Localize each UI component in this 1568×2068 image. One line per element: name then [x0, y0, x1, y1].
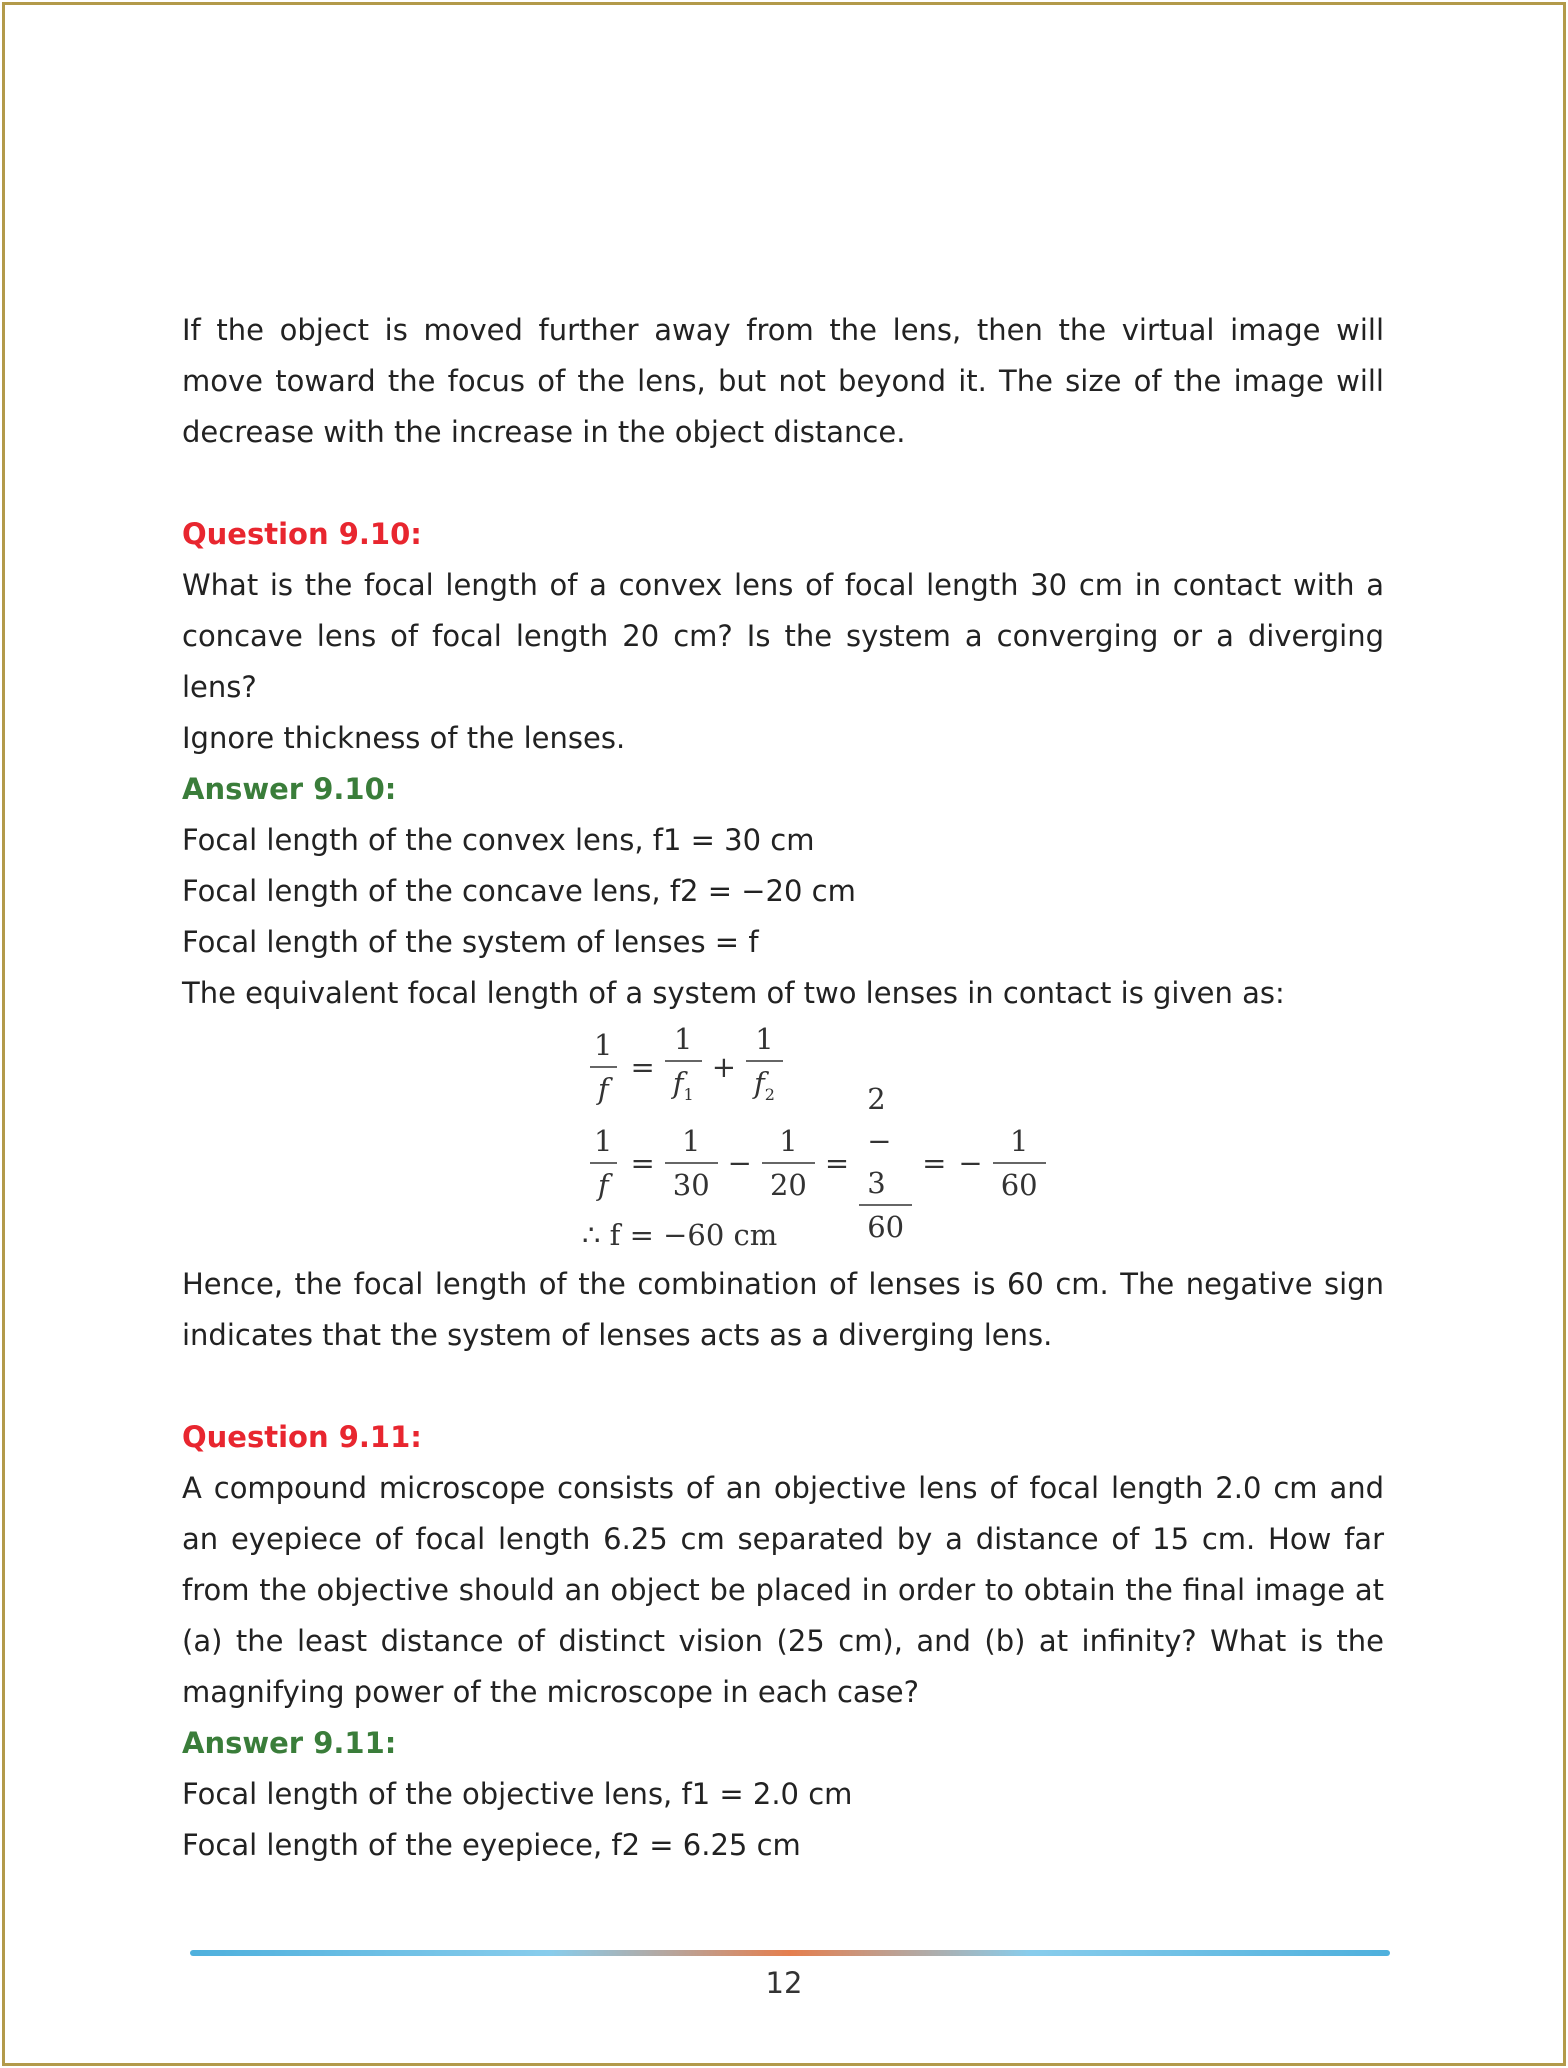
question-note: Ignore thickness of the lenses. — [182, 721, 626, 755]
question-heading: Question 9.10: — [182, 517, 422, 551]
fraction: $\frac{1}{f_2}$ — [746, 1018, 783, 1116]
lens-formula — [582, 1019, 1038, 1259]
formula-result: ∴ f = −60 cm — [582, 1217, 778, 1252]
answer-line: Focal length of the convex lens, f1 = 30 cm — [182, 823, 815, 857]
fraction: $\frac{1}{f_1}$ — [665, 1018, 702, 1116]
intro-paragraph: If the object is moved further away from the lens, then the virtual image will move toward the focus of the lens, but not beyond it. The size of the image will decrease with the increase in the object distance. — [182, 313, 1384, 449]
question-text: A compound microscope consists of an objective lens of focal length 2.0 cm and an eyepiece of focal length 6.25 cm separated by a distance of 15 cm. How far from the objective should an object be placed in order to obtain the final image at (a) the least distance of distinct vision (25 cm), and (b) at infinity? What is the magnifying power of the microscope in each case? — [182, 1471, 1384, 1709]
answer-line: Focal length of the objective lens, f1 = 2.0 cm — [182, 1777, 853, 1811]
answer-line: Focal length of the eyepiece, f2 = 6.25 cm — [182, 1828, 801, 1862]
answer-line: Focal length of the system of lenses = f — [182, 925, 759, 959]
fraction: $\frac{1}{30}$ — [665, 1120, 718, 1206]
fraction: $\frac{1}{20}$ — [762, 1120, 815, 1206]
fraction: $\frac{2 - 3}{60}$ — [859, 1078, 912, 1248]
answer-heading: Answer 9.10: — [182, 772, 397, 806]
answer-heading: Answer 9.11: — [182, 1726, 397, 1760]
page-number: 12 — [765, 1966, 803, 2000]
page-content — [182, 305, 1384, 1871]
footer-divider — [190, 1950, 1390, 1956]
answer-line: Focal length of the concave lens, f2 = −20 cm — [182, 874, 856, 908]
answer-conclusion: Hence, the focal length of the combination of lenses is 60 cm. The negative sign indicates that the system of lenses acts as a diverging lens. — [182, 1267, 1384, 1352]
formula-row-general: $\frac{1}{f}$ = $\frac{1}{f_1}$ + $\frac{1}{f_2}$ — [582, 1019, 1002, 1115]
fraction: $\frac{1}{f}$ — [586, 1024, 620, 1110]
fraction: $\frac{1}{60}$ — [993, 1120, 1046, 1206]
formula-row-substituted: $\frac{1}{f}$ = $\frac{1}{30}$ − $\frac{1}{20}$ = $\frac{2 - 3}{60}$ = − $\frac{1}{60}$ — [582, 1115, 1002, 1211]
fraction: $\frac{1}{f}$ — [586, 1120, 620, 1206]
question-text: What is the focal length of a convex lens of focal length 30 cm in contact with a concave lens of focal length 20 cm? Is the system a converging or a diverging lens? — [182, 568, 1384, 704]
question-heading: Question 9.11: — [182, 1420, 422, 1454]
answer-line: The equivalent focal length of a system of two lenses in contact is given as: — [182, 976, 1285, 1010]
